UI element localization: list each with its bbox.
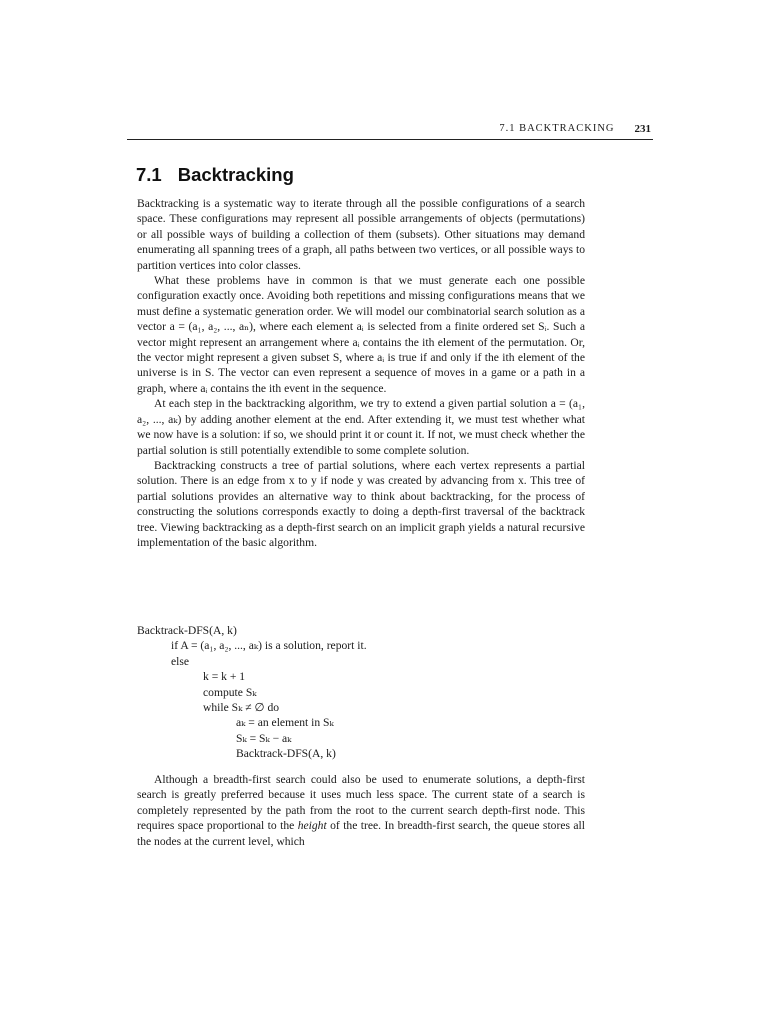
paragraph-1: Backtracking is a systematic way to iterate through all the possible configurations of a search space. These configurations may represent all possible arrangements of objects (permutations) or all possible ways of building a collection of them (subsets). Other situations may demand enumerating all spanning trees of a graph, all paths between two vertices, or all possible ways to partition vertices into color classes.	[137, 197, 585, 272]
emphasis-height: height	[297, 819, 327, 833]
section-heading	[136, 164, 294, 186]
section-number: 7.1	[136, 164, 162, 185]
paragraph-5-part-2: of the tree. In breadth-first search, the queue stores all the nodes at the current level, which	[137, 819, 585, 848]
body-text	[137, 196, 585, 550]
paragraph-2: What these problems have in common is that we must generate each one possible configuration exactly once. Avoiding both repetitions and missing configurations means that we must define a systematic generation order. We will model our combinatorial search solution as a vector a = (a₁, a₂, ..., aₙ), where each element aᵢ is selected from a finite ordered set Sᵢ. Such a vector might represent an arrangement where aᵢ contains the ith element of the permutation. Or, the vector might represent a given subset S, where aᵢ is true if and only if the ith element of the universe is in S. The vector can even represent a sequence of moves in a game or a path in a graph, where aᵢ contains the ith event in the sequence.	[137, 274, 585, 395]
paragraph-4: Backtracking constructs a tree of partial solutions, where each vertex represents a partial solution. There is an edge from x to y if node y was created by advancing from x. This tree of partial solutions provides an alternative way to think about backtracking, for the process of constructing the solutions corresponds exactly to doing a depth-first traversal of the backtrack tree. Viewing backtracking as a depth-first search on an implicit graph yields a natural recursive implementation of the basic algorithm.	[137, 458, 585, 549]
algorithm-line-else: else	[171, 654, 190, 668]
algorithm-line-recurse: Backtrack-DFS(A, k)	[236, 747, 336, 761]
paragraph-3: At each step in the backtracking algorithm, we try to extend a given partial solution a = (a₁, a₂, ..., aₖ) by adding another element at the end. After extending it, we must test whether what we now have is a solution: if so, we should print it or count it. If not, we must check whether the partial solution is still potentially extendible to some complete solution.	[137, 397, 585, 457]
running-head-section: 7.1 BACKTRACKING	[499, 123, 615, 134]
algorithm-line-remove: Sₖ = Sₖ − aₖ	[236, 731, 292, 745]
closing-text	[137, 772, 585, 849]
algorithm-line-if: if A = (a₁, a₂, ..., aₖ) is a solution, report it.	[171, 639, 367, 653]
algorithm-line-while: while Sₖ ≠ ∅ do	[203, 701, 280, 715]
algorithm-pseudocode	[137, 623, 585, 762]
paragraph-5	[137, 772, 585, 849]
paragraph-5-part-1: Although a breadth-first search could also be used to enumerate solutions, a depth-first search is greatly preferred because it uses much less space. The current state of a search is completely represented by the path from the root to the current search depth-first node. This requires space proportional to the	[137, 773, 585, 833]
algorithm-line-increment: k = k + 1	[203, 670, 246, 684]
algorithm-line-compute: compute Sₖ	[203, 685, 257, 699]
page-number: 231	[634, 123, 651, 135]
algorithm-header: Backtrack-DFS(A, k)	[137, 624, 237, 637]
algorithm-line-select: aₖ = an element in Sₖ	[236, 716, 334, 730]
running-head	[127, 123, 653, 140]
section-title: Backtracking	[177, 164, 294, 185]
